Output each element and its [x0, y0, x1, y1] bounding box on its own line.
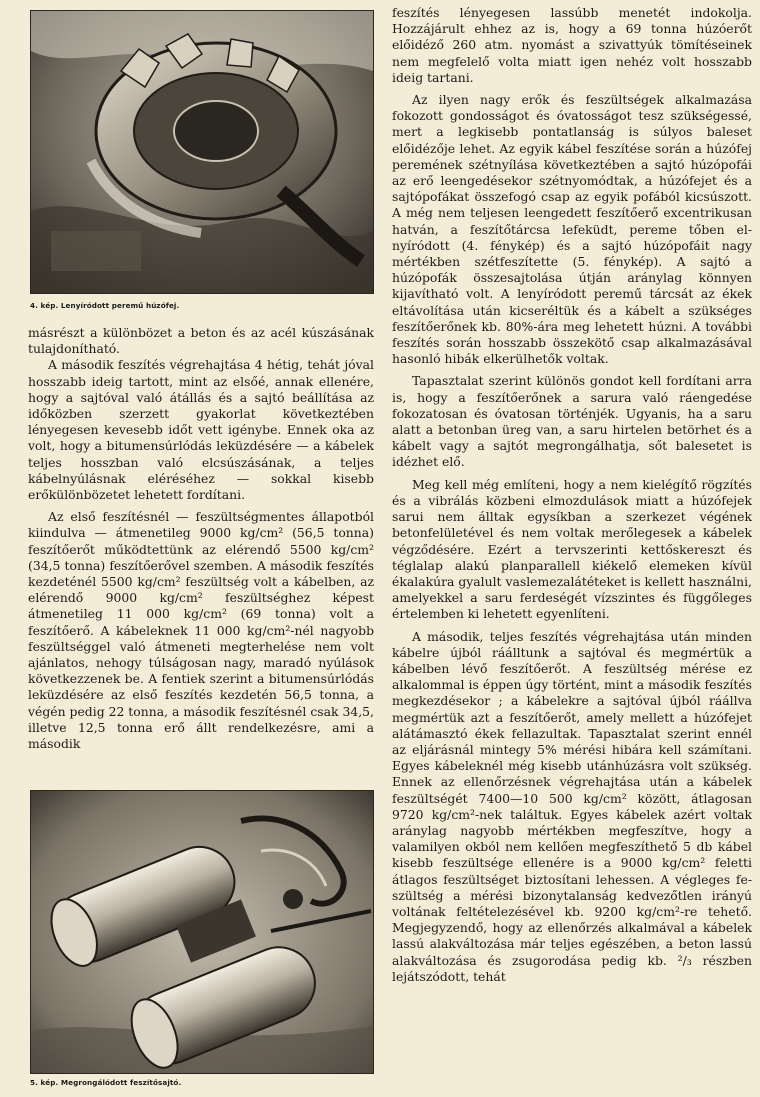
left-column-text — [28, 325, 374, 752]
figure-5-image — [31, 791, 373, 1073]
paragraph: A második feszítés végrehajtása 4 hétig, tehát jóval hosszabb ideig tartott, mint az elsőé, annak ellenére, hogy a sajtóval való átállás és a sajtó beállítása az időközben szerzett gyakorlat következtében lényegesen kevesebb időt vett igénybe. Ennek oka az volt, hogy a bitumensúrlódás leküzdésére — a kábelek teljes hosszban való elcsúszásának, a teljes kábelnyúlásnak eléréséhez — sokkal kisebb erőkülönbözetet lehetett fordítani. — [28, 357, 374, 503]
paragraph: feszítés lényegesen lassúbb menetét indokolja. Hozzájárult ehhez az is, hogy a 69 tonna húzóerőt előidéző 260 atm. nyomást a szivattyúk tömítéseinek nem megfelelő volta miatt igen nehéz volt hosszabb ideig tartani. — [392, 5, 752, 85]
paragraph: Meg kell még említeni, hogy a nem kielégítő rögzítés és a vibrálás közbeni elmozdulások miatt a húzófejek sarui nem álltak egysíkban a szerkezet végének betonfelületével és nem voltak merőlegesek a kábelek végződésére. Ezért a tervszerinti kettőskereszt és téglalap alakú planparallell kiékelő elemeken kívül ékalakúra gyalult vaslemezalátéteket is kellett használni, amelyekkel a saru ferdeségét vízszintes és függőleges értelemben ki lehetett egyenlíteni. — [392, 476, 752, 622]
figure-5-caption: 5. kép. Megrongálódott feszítősajtó. — [30, 1078, 182, 1087]
paragraph: Tapasztalat szerint különös gondot kell fordítani arra is, hogy a feszítőerőnek a sarura való ráengedése fokozatosan és óvatosan történjék. Ugyanis, ha a saru alatt a betonban üreg van, a saru hirtelen betörhet és a kábelt vagy a sajtót megrongálhatja, sőt balesetet is idézhet elő. — [392, 373, 752, 470]
paragraph: Az ilyen nagy erők és feszültségek alkalmazása fokozott gondosságot és óvatosságot tesz szükségessé, mert a legkisebb pontatlanság is súlyos baleset előidézője lehet. Az egyik kábel feszítése során a húzófej peremének szétnyílása következtében a sajtó húzópofái az erő leengedésekor szétnyomódtak, a húzófejet és a sajtópofákat összefogó csap az egyik pofából kicsúszott. A még nem teljesen leengedett feszítőerő excentrikusan hatván, a feszítőtárcsa lefeküdt, pereme tőben elnyíródott (4. fénykép) és a sajtó húzópofáit nagy mértékben szétfeszítette (5. fénykép). A sajtó a húzópofák összesajtolása útján aránylag könnyen kijavítható volt. A lenyíródott peremű tárcsát az ékek eltávolítása után kicseréltük és a kábelt a szükséges feszítőerőnek kb. 80%-ára meg lehetett húzni. A további feszítés során hosszabb összekötő csap alkalmazásával hasonló hibák elkerülhetők voltak. — [392, 92, 752, 367]
paragraph: A második, teljes feszítés végrehajtása után minden kábelre újból ráálltunk a sajtóval és megmértük a kábelben lévő feszítőerőt. A feszültség mérése ez alkalommal is éppen úgy történt, mint a második feszítés megkezdésekor ; a kábelekre a sajtóval újból ráállva megmértük azt a feszítőerőt, amely mellett a húzófejet alátámasztó ékek fellazultak. Tapasztalat szerint ennél az eljárásnál mintegy 5% mérési hibára kell számítani. Egyes kábeleknél még kisebb utánhúzásra volt szükség. Ennek az ellenőrzésnek végrehajtása után a kábelek feszültségét 7400—10 500 kg/cm² között, átlagosan 9720 kg/cm²-nek találtuk. Egyes kábelek azért voltak aránylag nagyobb mértékben megfeszítve, hogy a valamilyen okból nem kellően megfeszíthető 5 db kábel kisebb feszültsége ellenére is a 9000 kg/cm² feletti átlagos feszültséget biztosítani lehessen. A végleges feszültség a mérési bizonytalanság kedvezőtlen irányú voltának feltételezésével kb. 9200 kg/cm²-re tehető. Megjegyzendő, hogy az ellenőrzés alkalmával a kábelek lassú alakváltozása már teljes egészében, a beton lassú alakváltozása és zsugorodása pedig kb. ²/₃ részben lejátszódott, tehát — [392, 628, 752, 984]
right-column — [392, 0, 752, 1097]
figure-4-image — [31, 11, 373, 293]
figure-4-caption: 4. kép. Lenyíródott peremű húzófej. — [30, 301, 180, 310]
figure-4-photo — [30, 10, 374, 294]
paragraph: másrészt a különbözet a beton és az acél kúszásának tulajdonítható. — [28, 325, 374, 357]
figure-5-photo — [30, 790, 374, 1074]
right-column-text — [392, 5, 752, 985]
left-column — [28, 0, 374, 1097]
paragraph: Az első feszítésnél — feszültségmentes állapotból kiindulva — átmenetileg 9000 kg/cm² (56,5 tonna) feszítőerőt működtettünk az elérendő 5500 kg/cm² (34,5 tonna) feszítőerővel szemben. A második feszítés kezdeténél 5500 kg/cm² feszültség volt a kábelben, az elérendő 9000 kg/cm² feszültséghez képest átmenetileg 11 000 kg/cm² (69 tonna) volt a feszítőerő. A kábeleknek 11 000 kg/cm²-nél nagyobb feszültséggel való átmeneti megterhelése nem volt ajánlatos, nehogy túlságosan nagy, maradó nyúlások következzenek be. A fentiek szerint a bitumensúrlódás leküzdésére az első feszítés kezdetén 56,5 tonna, a végén pedig 22 tonna, a második feszítésnél csak 34,5, illetve 12,5 tonna erő állt rendelkezésre, ami a második — [28, 509, 374, 752]
